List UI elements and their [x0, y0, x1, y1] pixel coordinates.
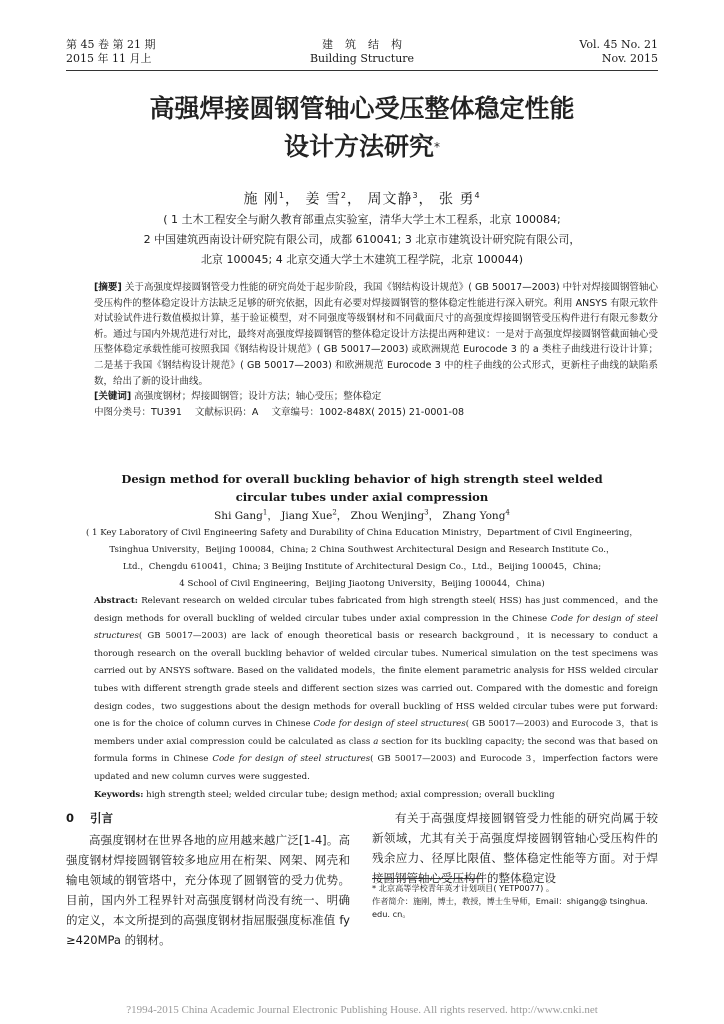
abstract-english: Abstract: Relevant research on welded circular tubes fabricated from high strength steel( HSS) has just commenced，and the design methods for overall buckling of welded circular tubes under axial compression in the Chinese Code for design of steel structures( GB 50017—2003) are lack of enough theoretical basis or research background，it is necessary to conduct a thorough research on the overall buckling behavior of welded circular tubes. Numerical simulation on the test specimens was carried out by ANSYS software. Based on the validated models，the finite element parametric analysis for HSS welded circular tubes with different strength grade steels and different section sizes was carried out. Compared with the domestic and foreign design codes，two suggestions about the design methods for overall buckling of HSS welded circular tubes were put forward: one is for the choice of column curves in Chinese Code for design of steel structures( GB 50017—2003) and Eurocode 3，that is members under axial compression could be calculated as class a section for its buckling capacity; the second was that based on formula forms in Chinese Code for design of steel structures( GB 50017—2003) and Eurocode 3，imperfection factors were updated and new column curves were suggested. Keywords: high strength steel; welded circular tube; design method; axial compression; overall buckling — [94, 596, 658, 800]
document-code: 文献标识码：A — [194, 406, 259, 418]
author-note: 作者简介：施刚，博士，教授，博士生导师，Email：shigang@ tsinghua. edu. cn。 — [372, 896, 648, 919]
author-cn: 姜 雪 — [305, 191, 341, 208]
article-number: 文章编号：1002-848X( 2015) 21-0001-08 — [271, 406, 465, 418]
affiliations-english: ( 1 Key Laboratory of Civil Engineering Safety and Durability of China Education Ministry，Department of Civil Engineering， Tsinghua University，Beijing 100084，China; 2 China Southwest Architectural Design and Research Institute Co.， Ltd.，Chengdu 610041，China; 3 Beijing Institute of Architectural Design Co.，Ltd.，Beijing 100045，China; 4 School of Civil Engineering，Beijing Jiaotong University，Beijing 100044，China) — [85, 528, 639, 589]
running-header — [66, 38, 658, 71]
author-en: Jiang Xue — [281, 510, 333, 522]
header-volume: Vol. 45 No. 21 Nov. 2015 — [579, 38, 658, 65]
clc-number: 中图分类号：TU391 — [94, 406, 182, 418]
authors-chinese: 施 刚$^1$， 姜 雪$^2$， 周文静$^3$， 张 勇$^4$ — [243, 191, 481, 208]
authors-english: Shi Gang$^1$， Jiang Xue$^2$， Zhou Wenjing$^3$， Zhang Yong$^4$ — [214, 508, 510, 522]
fund-note: * 北京高等学校青年英才计划项目( YETP0077) 。 — [372, 883, 555, 893]
footnote-divider — [372, 878, 482, 879]
body-column-left — [66, 808, 350, 950]
header-journal: 建筑结构 Building Structure — [309, 38, 415, 65]
classification-row — [94, 405, 658, 421]
title-english: Design method for overall buckling behavior of high strength steel welded circular tubes under axial compression — [121, 472, 603, 504]
author-cn: 周文静 — [367, 191, 413, 208]
footnotes — [372, 882, 658, 921]
code-title: Code for design of steel structures — [94, 613, 658, 642]
abstract-cn-text: 关于高强度焊接圆钢管受力性能的研究尚处于起步阶段，我国《钢结构设计规范》( GB 50017—2003) 中针对焊接圆钢管轴心受压构件的整体稳定设计方法缺乏足够的研究依据，因此有必要对焊接圆钢管的整体稳定性能进行深入研究。利用 ANSYS 有限元软件对试验试件进行数值模拟计算，基于验证模型，对不同强度等级钢材和不同截面尺寸的高强度焊接圆钢管受压构件进行有限元参数分析。通过与国内外规范进行对比，最终对高强度焊接圆钢管的整体稳定设计方法提出两种建议：一是对于高强度焊接圆钢管截面轴心受压整体稳定承载性能可按照我国《钢结构设计规范》( GB 50017—2003) 或欧洲规范 Eurocode 3 的 a 类柱子曲线进行设计计算；二是基于我国《钢结构设计规范》( GB 50017—2003) 和欧洲规范 Eurocode 3 中的柱子曲线的公式形式，更新柱子曲线的缺陷系数，给出了新的设计曲线。 — [94, 282, 658, 387]
abstract-en-label: Abstract: — [94, 596, 138, 606]
abstract-chinese — [94, 280, 658, 420]
body-column-right — [372, 808, 658, 888]
code-title: Code for design of steel structures — [313, 719, 466, 730]
keywords-en-label: Keywords: — [94, 789, 144, 800]
author-cn: 施 刚 — [243, 191, 279, 208]
body-paragraph: 高强度钢材在世界各地的应用越来越广泛[1-4]。高强度钢材焊接圆钢管较多地应用在桁架、网架、网壳和输电领域的钢管塔中，充分体现了圆钢管的受力优势。目前，国内外工程界针对高强度钢材尚没有统一、明确的定义，本文所提到的高强度钢材指屈服强度标准值 fy ≥420MPa 的钢材。 — [66, 833, 350, 947]
author-en: Shi Gang — [214, 510, 263, 522]
keywords-cn-label: [关键词] — [94, 391, 132, 403]
copyright-footer: ?1994-2015 China Academic Journal Electronic Publishing House. All rights reserved. http://www.cnki.net — [126, 1004, 598, 1016]
section-heading: 0 引言 — [66, 811, 113, 825]
keywords-en: high strength steel; welded circular tube; design method; axial compression; overall buckling — [143, 789, 555, 800]
title-chinese: 高强焊接圆钢管轴心受压整体稳定性能 设计方法研究* — [149, 94, 575, 161]
author-en: Zhang Yong — [442, 510, 506, 522]
body-paragraph: 有关于高强度焊接圆钢管受力性能的研究尚属于较新领域，尤其有关于高强度焊接圆钢管轴心受压构件的残余应力、径厚比限值、整体稳定性能等方面。对于焊接圆钢管轴心受压构件的整体稳定设 — [372, 811, 658, 885]
abstract-cn-label: [摘要] — [94, 282, 122, 293]
code-title: Code for design of steel structures — [212, 754, 371, 765]
header-issue: 第 45 卷 第 21 期 2015 年 11 月上 — [66, 38, 156, 65]
keywords-cn: 高强度钢材；焊接圆钢管；设计方法；轴心受压；整体稳定 — [134, 391, 382, 403]
affiliations-chinese: ( 1 土木工程安全与耐久教育部重点实验室，清华大学土木工程系，北京 100084; 2 中国建筑西南设计研究院有限公司，成都 610041; 3 北京市建筑设计研究院有限公司， 北京 100045; 4 北京交通大学土木建筑工程学院，北京 100044) — [143, 213, 581, 266]
author-cn: 张 勇 — [439, 191, 475, 208]
author-en: Zhou Wenjing — [350, 510, 425, 522]
